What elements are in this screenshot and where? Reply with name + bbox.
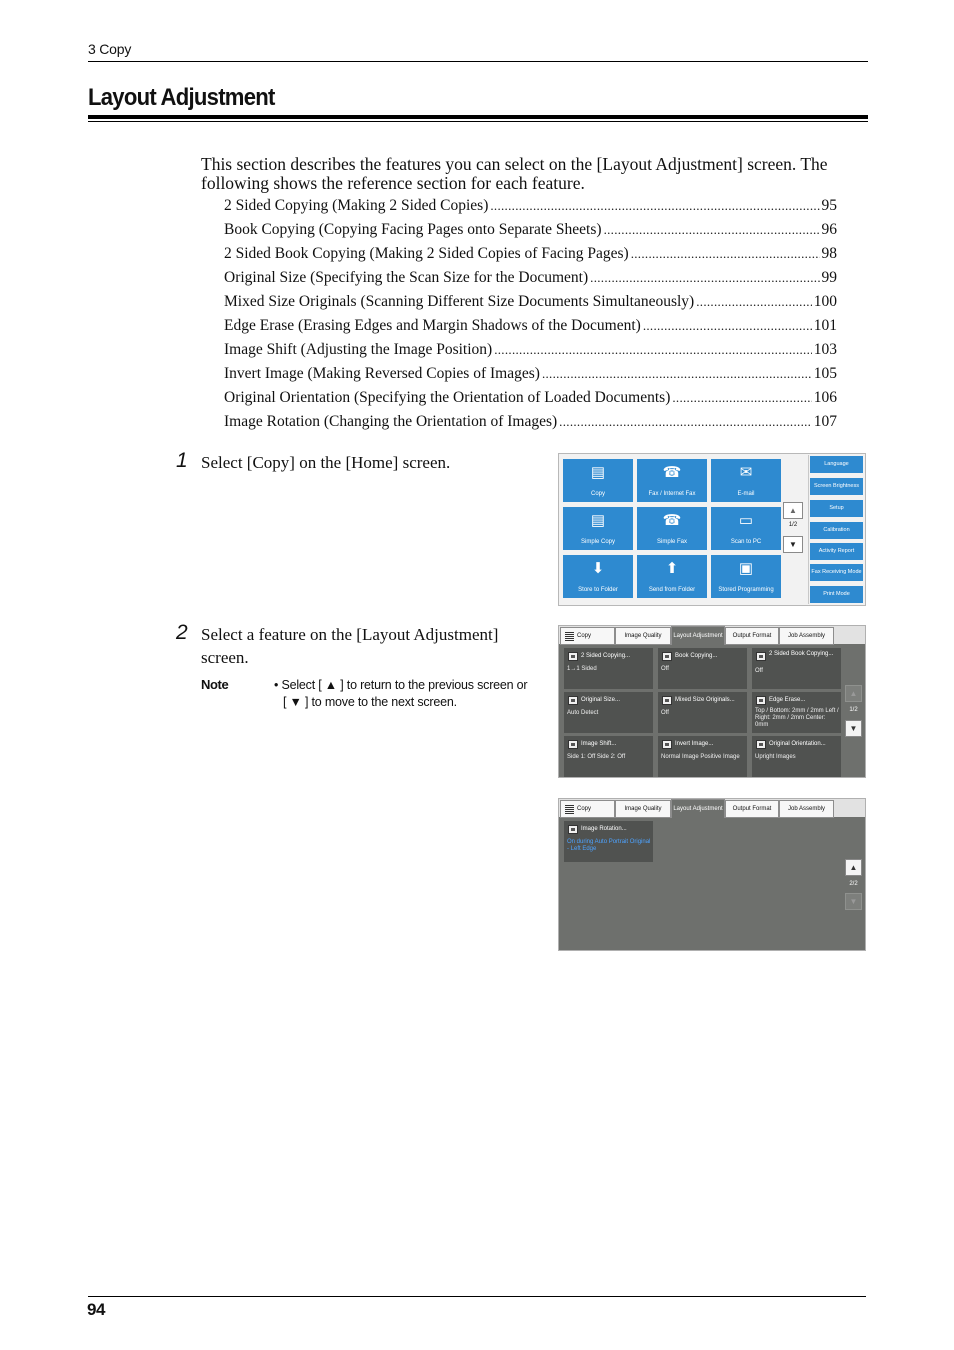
orientation-icon (756, 740, 766, 749)
feature-value: Auto Detect (567, 710, 599, 716)
feature-label: 2 Sided Book Copying... (769, 651, 834, 657)
toc-item[interactable] (224, 389, 837, 413)
dot-leader (696, 293, 812, 311)
fax-icon: ☎ (662, 464, 682, 481)
toc-title: Image Rotation (Changing the Orientation of Images) (224, 413, 558, 430)
scroll-up-button[interactable]: ▲ (845, 685, 862, 702)
feature-value: Top / Bottom: 2mm / 2mm Left / Right: 2mm / 2mm Center: 0mm (755, 708, 839, 728)
toc-page: 105 (813, 365, 837, 382)
tab-copy[interactable]: Copy (560, 627, 615, 645)
feature-label: Original Orientation... (769, 741, 826, 747)
toc-title: Mixed Size Originals (Scanning Different Size Documents Simultaneously) (224, 293, 695, 310)
toc-page: 95 (821, 197, 837, 214)
toc-page: 107 (813, 413, 837, 430)
scroll-down-button[interactable]: ▼ (845, 893, 862, 910)
toc-item[interactable] (224, 341, 837, 365)
monitor-icon: ▭ (738, 512, 754, 529)
book-copying-button[interactable] (658, 648, 747, 689)
dot-leader (494, 341, 812, 359)
tab-image-quality[interactable]: Image Quality (615, 800, 671, 818)
tile-label: Store to Folder (578, 587, 618, 593)
feature-value: Side 1: Off Side 2: Off (567, 754, 626, 760)
two-sided-icon (568, 652, 578, 661)
feature-label: Edge Erase... (769, 697, 806, 703)
tile-label: Send from Folder (648, 587, 696, 593)
feature-value: Normal Image Positive Image (661, 754, 740, 760)
dot-leader (590, 269, 819, 287)
dot-leader (604, 221, 820, 239)
original-size-button[interactable] (564, 692, 653, 733)
toc-page: 96 (821, 221, 837, 238)
toc-title: Original Size (Specifying the Scan Size for the Document) (224, 269, 589, 286)
step-text: Select [Copy] on the [Home] screen. (201, 453, 451, 472)
toc-item[interactable] (224, 221, 837, 245)
toc-title: Edge Erase (Erasing Edges and Margin Shadows of the Document) (224, 317, 641, 334)
image-rotation-icon (568, 825, 578, 834)
tab-output-format[interactable]: Output Format (725, 627, 779, 645)
scroll-up-button[interactable]: ▲ (845, 859, 862, 876)
dot-leader (643, 317, 812, 335)
toc-page: 106 (813, 389, 837, 406)
home-screen-screenshot (558, 453, 866, 606)
scroll-down-button[interactable]: ▼ (845, 720, 862, 737)
toc-title: Image Shift (Adjusting the Image Position) (224, 341, 493, 358)
toc-title: 2 Sided Book Copying (Making 2 Sided Copies of Facing Pages) (224, 245, 629, 262)
note-text (274, 677, 550, 711)
edge-erase-icon (756, 696, 766, 705)
tile-label: Simple Copy (580, 539, 615, 545)
setup-button[interactable]: Setup (810, 500, 863, 517)
image-shift-icon (568, 740, 578, 749)
tile-label: Scan to PC (730, 539, 762, 545)
step-text: Select a feature on the [Layout Adjustment] screen. (201, 625, 499, 667)
toc-item[interactable] (224, 293, 837, 317)
dot-leader (490, 197, 819, 215)
reference-list (224, 197, 837, 437)
tab-output-format[interactable]: Output Format (725, 800, 779, 818)
toc-item[interactable] (224, 269, 837, 293)
feature-label: Book Copying... (675, 653, 718, 659)
page-number: 94 (87, 1300, 105, 1319)
send-folder-icon: ⬆ (665, 560, 679, 577)
dot-leader (631, 245, 820, 263)
toc-title: Original Orientation (Specifying the Orientation of Loaded Documents) (224, 389, 671, 406)
section-title: Layout Adjustment (88, 84, 275, 111)
toc-item[interactable] (224, 413, 837, 437)
toc-title: 2 Sided Copying (Making 2 Sided Copies) (224, 197, 489, 214)
step-number: 2 (176, 621, 188, 644)
tile-label: Copy (590, 491, 605, 497)
mixed-size-originals-button[interactable] (658, 692, 747, 733)
tile-label: Fax / Internet Fax (648, 491, 696, 497)
toc-item[interactable] (224, 197, 837, 221)
language-button[interactable]: Language (810, 456, 863, 473)
email-icon: ✉ (739, 464, 753, 481)
title-rule-thin (88, 121, 868, 122)
feature-label: 2 Sided Copying... (581, 653, 631, 659)
invert-image-icon (662, 740, 672, 749)
toc-item[interactable] (224, 365, 837, 389)
toc-item[interactable] (224, 317, 837, 341)
fax-receiving-mode-button[interactable]: Fax Receiving Mode (810, 564, 863, 581)
mixed-size-icon (662, 696, 672, 705)
image-rotation-button[interactable] (564, 821, 653, 862)
toc-page: 99 (821, 269, 837, 286)
feature-value: Off (755, 668, 763, 674)
tab-job-assembly[interactable]: Job Assembly (779, 627, 834, 645)
page-indicator: 1/2 (788, 522, 798, 528)
feature-value: Upright Images (755, 754, 796, 760)
feature-label: Image Shift... (581, 741, 617, 747)
note-label: Note (201, 677, 229, 692)
feature-label: Image Rotation... (581, 826, 627, 832)
edge-erase-button[interactable] (752, 692, 841, 733)
feature-label: Original Size... (581, 697, 621, 703)
feature-label: Mixed Size Originals... (675, 697, 735, 703)
layout-adjustment-screen-1 (558, 625, 866, 778)
footer-rule (88, 1296, 866, 1297)
feature-value: Off (661, 710, 669, 716)
feature-label: Invert Image... (675, 741, 714, 747)
book-icon (662, 652, 672, 661)
toc-page: 103 (813, 341, 837, 358)
two-sided-book-icon (756, 652, 766, 661)
step-number: 1 (176, 449, 188, 472)
floppy-disk-icon: ▣ (738, 560, 754, 577)
tile-label: Simple Fax (656, 539, 687, 545)
activity-report-button[interactable]: Activity Report (810, 543, 863, 560)
copy-icon: ▤ (590, 464, 606, 481)
feature-value: Off (661, 666, 669, 672)
tab-layout-adjustment[interactable]: Layout Adjustment (671, 799, 725, 818)
tab-layout-adjustment[interactable]: Layout Adjustment (671, 626, 725, 645)
title-rule (88, 115, 868, 119)
dot-leader (542, 365, 812, 383)
simple-fax-icon: ☎ (662, 512, 682, 529)
tab-copy[interactable]: Copy (560, 800, 615, 818)
tab-image-quality[interactable]: Image Quality (615, 627, 671, 645)
store-folder-icon: ⬇ (591, 560, 605, 577)
original-orientation-button[interactable] (752, 736, 841, 777)
toc-page: 100 (813, 293, 837, 310)
tab-job-assembly[interactable]: Job Assembly (779, 800, 834, 818)
toc-page: 98 (821, 245, 837, 262)
running-head: 3 Copy (88, 41, 132, 57)
intro-paragraph: This section describes the features you can select on the [Layout Adjustment] screen. The following shows the reference section for each feature. (201, 154, 828, 193)
calibration-button[interactable]: Calibration (810, 522, 863, 539)
simple-copy-icon: ▤ (590, 512, 606, 529)
tile-label: E-mail (737, 491, 755, 497)
scroll-up-button[interactable]: ▲ (783, 502, 803, 519)
note-line: [ ▼ ] to move to the next screen. (283, 695, 457, 709)
two-sided-copying-button[interactable] (564, 648, 653, 689)
feature-value: 1→1 Sided (567, 666, 597, 672)
tile-label: Stored Programming (718, 587, 774, 593)
layout-adjustment-screen-2 (558, 798, 866, 951)
toc-item[interactable] (224, 245, 837, 269)
note-line: • Select [ ▲ ] to return to the previous screen or (274, 678, 528, 692)
dot-leader (559, 413, 812, 431)
print-mode-button[interactable]: Print Mode (810, 586, 863, 603)
two-sided-book-copying-button[interactable] (752, 648, 841, 689)
original-size-icon (568, 696, 578, 705)
toc-title: Invert Image (Making Reversed Copies of Images) (224, 365, 540, 382)
dot-leader (672, 389, 811, 407)
image-shift-button[interactable] (564, 736, 653, 777)
invert-image-button[interactable] (658, 736, 747, 777)
page-indicator: 1/2 (849, 707, 858, 713)
toc-page: 101 (813, 317, 837, 334)
page-indicator: 2/2 (849, 881, 858, 887)
toc-title: Book Copying (Copying Facing Pages onto Separate Sheets) (224, 221, 602, 238)
screen-brightness-button[interactable]: Screen Brightness (810, 478, 863, 495)
feature-value: On during Auto Portrait Original - Left Edge (567, 839, 651, 852)
scroll-down-button[interactable]: ▼ (783, 536, 803, 553)
header-rule (88, 61, 868, 62)
